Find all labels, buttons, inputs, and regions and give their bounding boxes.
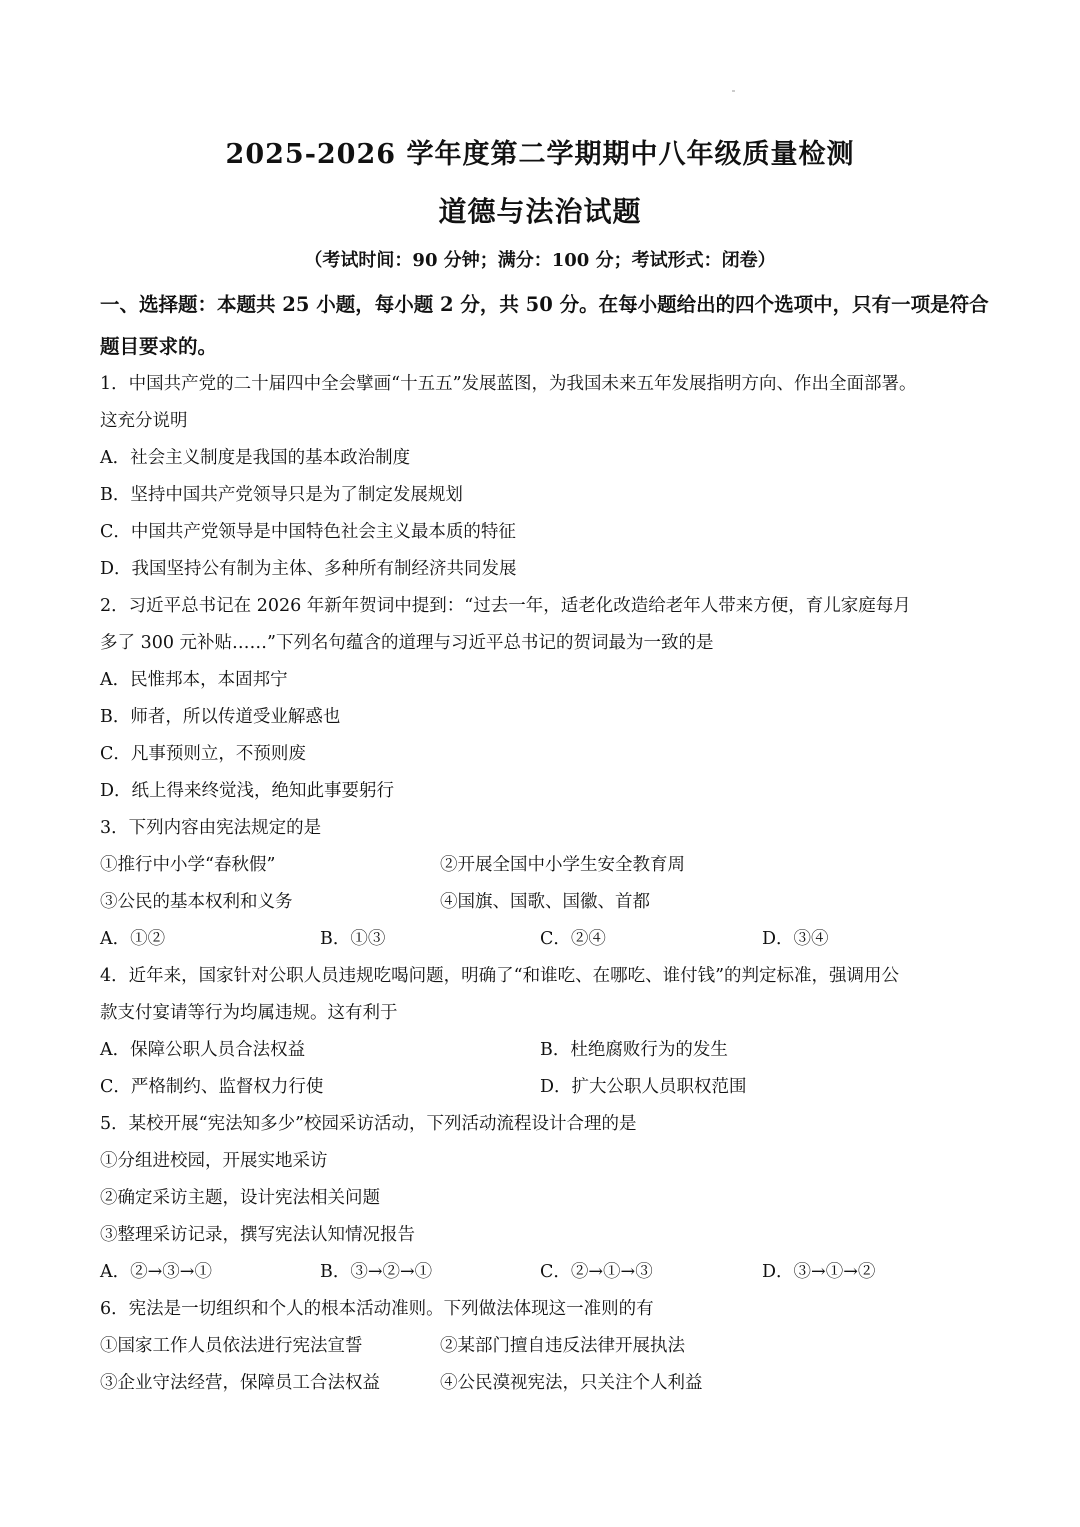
q3-item-1: ①推行中小学“春秋假” (100, 855, 276, 875)
q3-item-4: ④国旗、国歌、国徽、首都 (440, 892, 650, 912)
q5-option-d: D．③→①→② (762, 1262, 876, 1282)
q6-item-1: ①国家工作人员依法进行宪法宣誓 (100, 1336, 363, 1356)
q2-stem-line1: 2．习近平总书记在 2026 年新年贺词中提到：“过去一年，适老化改造给老年人带来方便，育儿家庭每月 (100, 596, 911, 616)
scan-speck (732, 90, 735, 92)
q1-stem-line2: 这充分说明 (100, 411, 188, 431)
q6-item-4: ④公民漠视宪法，只关注个人利益 (440, 1373, 703, 1393)
q3-item-2: ②开展全国中小学生安全教育周 (440, 855, 685, 875)
q4-option-b: B．杜绝腐败行为的发生 (540, 1040, 728, 1060)
exam-subject: 道德与法治试题 (438, 195, 642, 228)
q3-item-3: ③公民的基本权利和义务 (100, 892, 293, 912)
q6-item-2: ②某部门擅自违反法律开展执法 (440, 1336, 685, 1356)
q4-stem-line1: 4．近年来，国家针对公职人员违规吃喝问题，明确了“和谁吃、在哪吃、谁付钱”的判定标准，强调用公 (100, 966, 900, 986)
q3-stem: 3．下列内容由宪法规定的是 (100, 818, 322, 838)
q3-option-c: C．②④ (540, 929, 606, 949)
q2-option-d: D．纸上得来终觉浅，绝知此事要躬行 (100, 781, 395, 801)
q1-option-b: B．坚持中国共产党领导只是为了制定发展规划 (100, 485, 463, 505)
q4-option-a: A．保障公职人员合法权益 (100, 1040, 306, 1060)
q3-option-b: B．①③ (320, 929, 386, 949)
q5-item-2: ②确定采访主题，设计宪法相关问题 (100, 1188, 380, 1208)
q3-option-a: A．①② (100, 929, 166, 949)
q5-option-a: A．②→③→① (100, 1262, 212, 1282)
q5-item-1: ①分组进校园，开展实地采访 (100, 1151, 328, 1171)
q5-option-b: B．③→②→① (320, 1262, 433, 1282)
q2-option-b: B．师者，所以传道受业解惑也 (100, 707, 341, 727)
q6-item-3: ③企业守法经营，保障员工合法权益 (100, 1373, 380, 1393)
q5-stem: 5．某校开展“宪法知多少”校园采访活动，下列活动流程设计合理的是 (100, 1114, 637, 1134)
section-1-header: 一、选择题：本题共 25 小题，每小题 2 分，共 50 分。在每小题给出的四个选项中，只有一项是符合题目要求的。 (100, 293, 989, 358)
q1-stem-line1: 1．中国共产党的二十届四中全会擘画“十五五”发展蓝图，为我国未来五年发展指明方向、作出全面部署。 (100, 374, 917, 394)
q2-option-c: C．凡事预则立，不预则废 (100, 744, 306, 764)
q4-option-d: D．扩大公职人员职权范围 (540, 1077, 747, 1097)
q5-item-3: ③整理采访记录，撰写宪法认知情况报告 (100, 1225, 415, 1245)
exam-title: 2025-2026 学年度第二学期期中八年级质量检测 (225, 139, 855, 170)
q5-option-c: C．②→①→③ (540, 1262, 653, 1282)
q2-option-a: A．民惟邦本，本固邦宁 (100, 670, 288, 690)
q6-stem: 6．宪法是一切组织和个人的根本活动准则。下列做法体现这一准则的有 (100, 1299, 654, 1319)
exam-info: （考试时间：90 分钟；满分：100 分；考试形式：闭卷） (304, 250, 776, 271)
q4-option-c: C．严格制约、监督权力行使 (100, 1077, 324, 1097)
q1-option-a: A．社会主义制度是我国的基本政治制度 (100, 448, 411, 468)
q3-option-d: D．③④ (762, 929, 829, 949)
q2-stem-line2: 多了 300 元补贴……”下列名句蕴含的道理与习近平总书记的贺词最为一致的是 (100, 633, 714, 653)
q1-option-d: D．我国坚持公有制为主体、多种所有制经济共同发展 (100, 559, 517, 579)
q4-stem-line2: 款支付宴请等行为均属违规。这有利于 (100, 1003, 398, 1023)
q1-option-c: C．中国共产党领导是中国特色社会主义最本质的特征 (100, 522, 516, 542)
